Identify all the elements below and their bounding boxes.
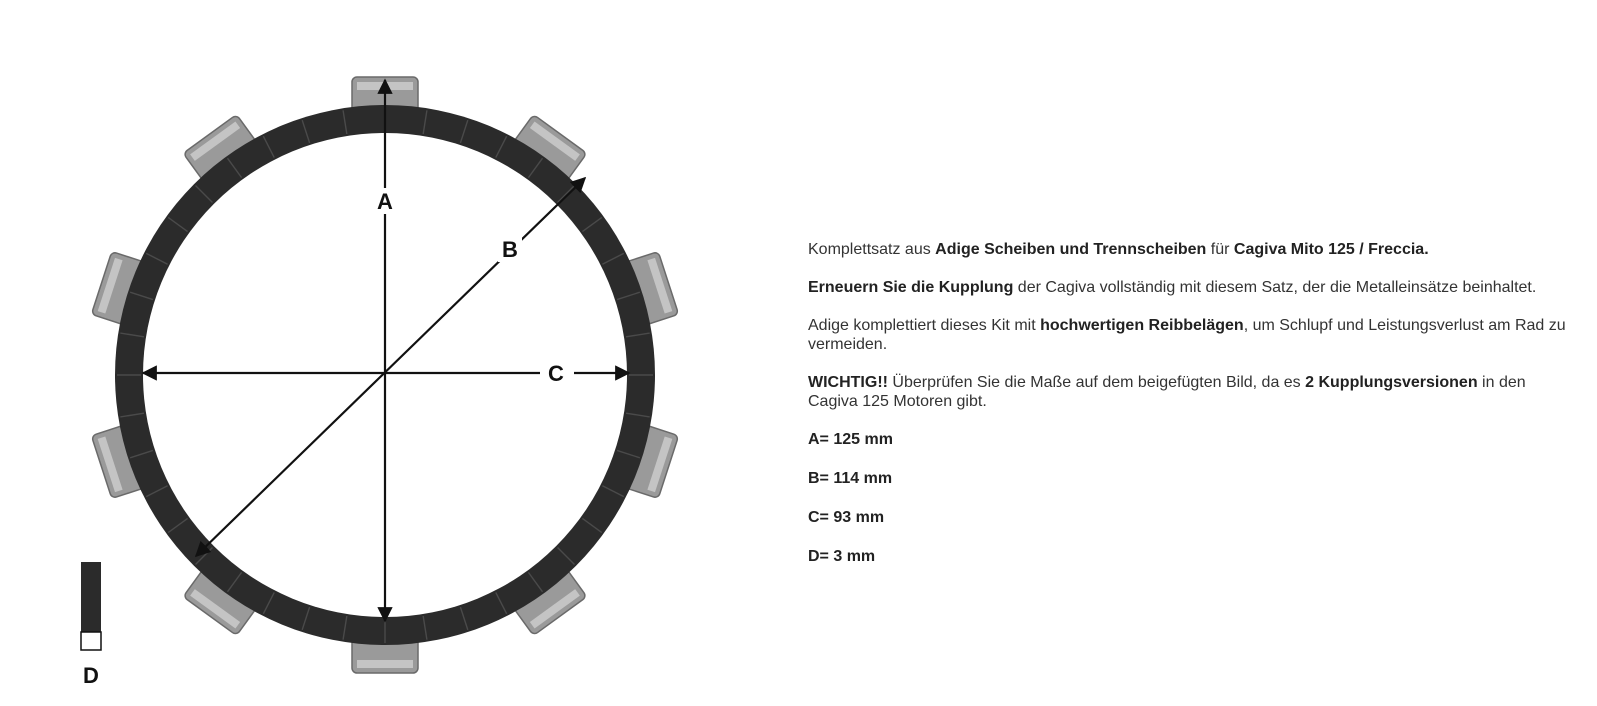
text-bold: Erneuern Sie die Kupplung xyxy=(808,279,1014,296)
text-bold: Cagiva Mito 125 / Freccia. xyxy=(1233,241,1429,258)
dimension-d-label: D xyxy=(83,663,99,688)
spec-c: C= 93 mm xyxy=(808,509,885,526)
text-bold: 2 Kupplungsversionen xyxy=(1305,374,1478,391)
product-description xyxy=(808,240,1578,586)
text-run: , um Schlupf und Leistungsverlust am Rad zu vermeiden. xyxy=(808,317,1566,353)
dimension-c-label: C xyxy=(548,361,564,386)
thickness-bar-tip xyxy=(81,632,101,650)
text-bold: WICHTIG!! xyxy=(808,374,888,391)
dimension-b-label: B xyxy=(502,237,518,262)
text-run: Adige komplettiert dieses Kit mit xyxy=(808,317,1041,334)
text-run: für xyxy=(1206,241,1234,258)
warning-paragraph xyxy=(808,373,1578,411)
text-run: Überprüfen Sie die Maße auf dem beigefügten Bild, da es xyxy=(887,374,1306,391)
text-run: Komplettsatz aus xyxy=(808,241,936,258)
spec-b: B= 114 mm xyxy=(808,470,893,487)
text-bold: hochwertigen Reibbelägen xyxy=(1040,317,1244,334)
intro-paragraph xyxy=(808,240,1578,259)
text-run: in den Cagiva 125 Motoren gibt. xyxy=(808,374,1526,410)
quality-paragraph xyxy=(808,316,1578,354)
spec-d: D= 3 mm xyxy=(808,548,876,565)
thickness-bar xyxy=(81,562,101,632)
clutch-plate-diagram xyxy=(0,0,770,706)
clutch-plate-drawing xyxy=(0,0,770,706)
text-run: der Cagiva vollständig mit diesem Satz, der die Metalleinsätze beinhaltet. xyxy=(1013,279,1537,296)
text-bold: Adige Scheiben und Trennscheiben xyxy=(935,241,1207,258)
renew-paragraph xyxy=(808,278,1578,297)
dimension-a-label: A xyxy=(377,189,393,214)
spec-a: A= 125 mm xyxy=(808,431,893,448)
